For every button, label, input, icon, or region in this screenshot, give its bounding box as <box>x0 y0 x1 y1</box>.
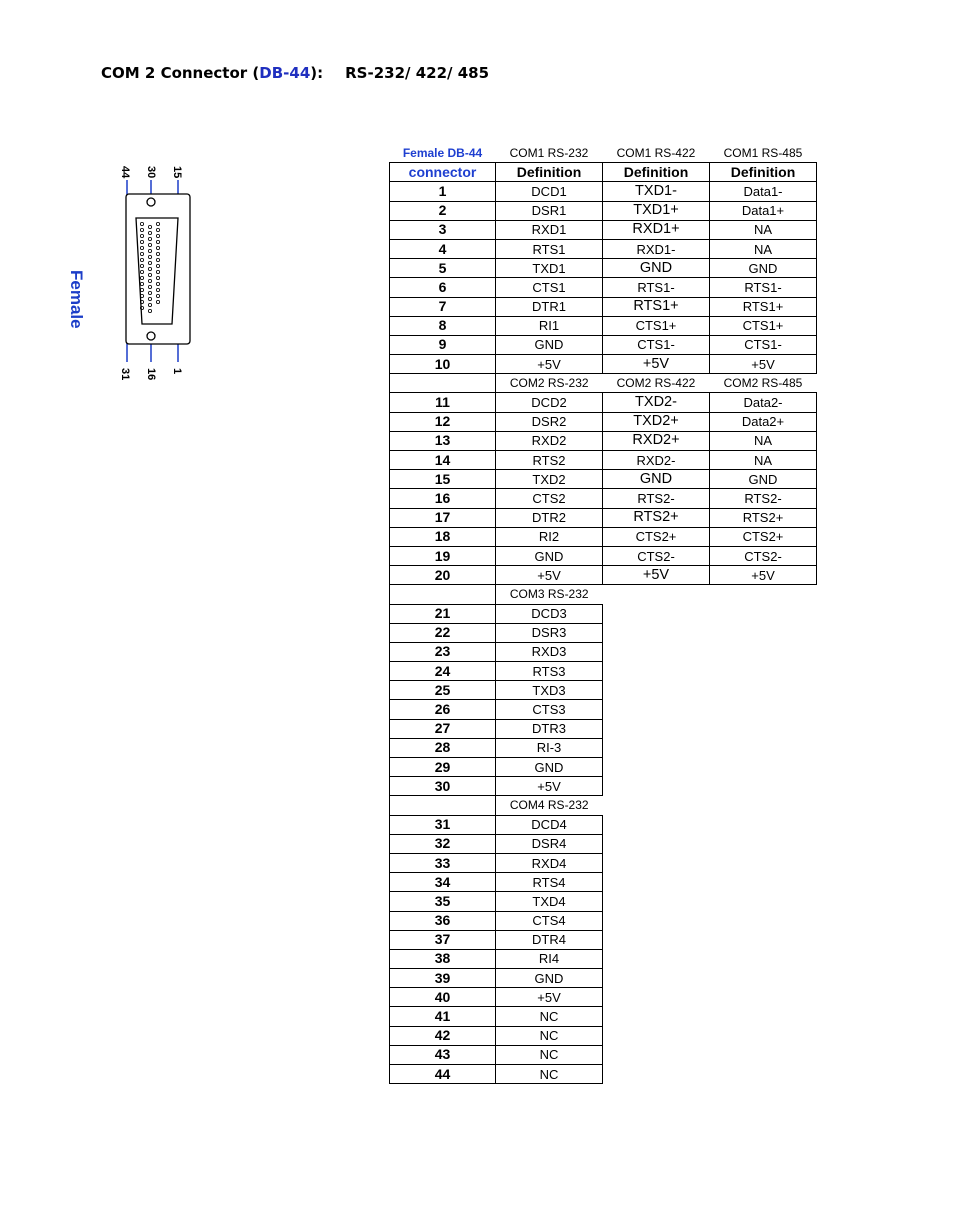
pin-definition: CTS1 <box>496 278 603 297</box>
empty-cell <box>710 719 817 738</box>
pin-number: 4 <box>390 239 496 258</box>
pin-number: 32 <box>390 834 496 853</box>
pin-number: 19 <box>390 546 496 565</box>
empty-cell <box>710 911 817 930</box>
group-header-cell: COM2 RS-422 <box>616 375 696 390</box>
table-row <box>390 297 817 316</box>
table-row <box>390 911 817 930</box>
table-row <box>390 815 817 834</box>
table-row <box>390 201 817 220</box>
pin-definition: +5V <box>496 355 603 374</box>
table-row <box>390 853 817 872</box>
table-row <box>390 527 817 546</box>
empty-cell <box>710 796 817 815</box>
empty-cell <box>710 1045 817 1064</box>
pin-number: 17 <box>390 508 496 527</box>
pin-definition: NA <box>710 220 817 239</box>
pin-number: 16 <box>390 489 496 508</box>
group-blank-cell <box>390 796 496 815</box>
pin-definition: TXD3 <box>496 681 603 700</box>
header-cell: COM1 RS-422 <box>616 145 696 160</box>
table-row <box>390 278 817 297</box>
group-header-cell: COM2 RS-485 <box>723 375 803 390</box>
table-row <box>390 1045 817 1064</box>
db44-link[interactable]: DB-44 <box>259 64 311 82</box>
pin-definition: RTS2- <box>710 489 817 508</box>
table-row <box>390 988 817 1007</box>
pin-definition: RTS1 <box>496 239 603 258</box>
pin-number: 8 <box>390 316 496 335</box>
pin-definition: NA <box>710 239 817 258</box>
subheader-cell: Definition <box>603 163 710 182</box>
pin-definition: CTS2+ <box>710 527 817 546</box>
pin-number: 42 <box>390 1026 496 1045</box>
pin-definition: CTS2+ <box>603 527 710 546</box>
pin-number: 40 <box>390 988 496 1007</box>
empty-cell <box>603 719 710 738</box>
empty-cell <box>603 777 710 796</box>
pin-definition: RXD1 <box>496 220 603 239</box>
pin-definition: RXD2- <box>603 451 710 470</box>
pin-definition: RTS2- <box>603 489 710 508</box>
pin-definition: +5V <box>603 355 710 374</box>
empty-cell <box>710 815 817 834</box>
db44-connector-diagram <box>92 158 202 383</box>
empty-cell <box>603 1065 710 1084</box>
pin-label-30: 30 <box>145 166 157 179</box>
pin-definition: +5V <box>603 566 710 585</box>
group-header-row <box>390 585 817 604</box>
pin-definition: GND <box>496 969 603 988</box>
pin-definition: DCD4 <box>496 815 603 834</box>
pin-number: 6 <box>390 278 496 297</box>
empty-cell <box>603 585 710 604</box>
pin-definition: RI4 <box>496 949 603 968</box>
pin-number: 33 <box>390 853 496 872</box>
table-row <box>390 489 817 508</box>
pin-definition: +5V <box>496 566 603 585</box>
pin-definition: RTS2+ <box>603 508 710 527</box>
pin-definition: RI1 <box>496 316 603 335</box>
empty-cell <box>710 1026 817 1045</box>
table-row <box>390 930 817 949</box>
table-row <box>390 969 817 988</box>
pin-label-1: 1 <box>171 368 183 375</box>
empty-cell <box>710 1007 817 1026</box>
empty-cell <box>603 930 710 949</box>
empty-cell <box>710 700 817 719</box>
pin-definition: CTS1+ <box>603 316 710 335</box>
empty-cell <box>603 892 710 911</box>
pin-definition: DSR3 <box>496 623 603 642</box>
pin-definition: RXD2 <box>496 431 603 450</box>
empty-cell <box>710 758 817 777</box>
table-row <box>390 566 817 585</box>
header-cell: Female DB-44 <box>402 145 483 160</box>
pin-definition: TXD2- <box>603 393 710 412</box>
pin-definition: DTR4 <box>496 930 603 949</box>
pin-number: 25 <box>390 681 496 700</box>
pin-definition: Data2+ <box>710 412 817 431</box>
pin-number: 14 <box>390 451 496 470</box>
pin-definition: TXD2 <box>496 470 603 489</box>
table-row <box>390 700 817 719</box>
pin-number: 34 <box>390 873 496 892</box>
title-prefix: COM 2 Connector ( <box>101 64 260 82</box>
table-row <box>390 470 817 489</box>
empty-cell <box>603 623 710 642</box>
pin-definition: TXD1+ <box>603 201 710 220</box>
pin-definition: NC <box>496 1045 603 1064</box>
empty-cell <box>710 738 817 757</box>
empty-cell <box>710 892 817 911</box>
empty-cell <box>710 681 817 700</box>
pin-number: 30 <box>390 777 496 796</box>
table-row <box>390 431 817 450</box>
pin-definition: GND <box>496 335 603 354</box>
empty-cell <box>603 949 710 968</box>
empty-cell <box>710 873 817 892</box>
pin-definition: DTR1 <box>496 297 603 316</box>
page-title <box>101 64 489 82</box>
pin-number: 28 <box>390 738 496 757</box>
empty-cell <box>710 777 817 796</box>
table-row <box>390 451 817 470</box>
pin-definition: RXD4 <box>496 853 603 872</box>
pin-definition: NC <box>496 1007 603 1026</box>
subheader-cell: Definition <box>710 163 817 182</box>
pin-definition: GND <box>710 470 817 489</box>
pin-definition: DCD1 <box>496 182 603 201</box>
pin-definition: CTS2- <box>603 546 710 565</box>
empty-cell <box>603 853 710 872</box>
empty-cell <box>710 930 817 949</box>
table-row <box>390 758 817 777</box>
pin-definition: RTS2 <box>496 451 603 470</box>
pin-number: 7 <box>390 297 496 316</box>
pin-label-44: 44 <box>119 166 131 179</box>
header-cell: COM1 RS-485 <box>723 145 803 160</box>
pin-number: 29 <box>390 758 496 777</box>
pinout-table <box>389 144 817 1084</box>
table-row <box>390 355 817 374</box>
pin-definition: GND <box>603 470 710 489</box>
pin-definition: CTS4 <box>496 911 603 930</box>
pin-definition: DSR4 <box>496 834 603 853</box>
pin-definition: Data1+ <box>710 201 817 220</box>
pin-definition: RTS1- <box>710 278 817 297</box>
empty-cell <box>603 758 710 777</box>
table-row <box>390 220 817 239</box>
empty-cell <box>710 662 817 681</box>
pin-label-31: 31 <box>119 368 131 381</box>
pin-definition: +5V <box>496 988 603 1007</box>
pin-definition: RI2 <box>496 527 603 546</box>
pin-number: 44 <box>390 1065 496 1084</box>
empty-cell <box>710 834 817 853</box>
pin-number: 15 <box>390 470 496 489</box>
subheader-cell: Definition <box>496 163 603 182</box>
pin-number: 18 <box>390 527 496 546</box>
pin-definition: TXD1 <box>496 259 603 278</box>
pin-number: 9 <box>390 335 496 354</box>
pin-definition: +5V <box>710 566 817 585</box>
pin-number: 27 <box>390 719 496 738</box>
table-row <box>390 604 817 623</box>
group-header-row <box>390 374 817 393</box>
pin-definition: Data1- <box>710 182 817 201</box>
pin-label-15: 15 <box>171 166 183 179</box>
empty-cell <box>710 1065 817 1084</box>
pin-definition: +5V <box>496 777 603 796</box>
table-row <box>390 182 817 201</box>
header-cell: COM1 RS-232 <box>509 145 589 160</box>
pin-definition: RTS1- <box>603 278 710 297</box>
table-row <box>390 316 817 335</box>
table-row <box>390 1065 817 1084</box>
empty-cell <box>603 700 710 719</box>
group-header-row <box>390 796 817 815</box>
empty-cell <box>710 604 817 623</box>
empty-cell <box>603 796 710 815</box>
pin-number: 38 <box>390 949 496 968</box>
table-header-row <box>390 144 817 163</box>
pin-definition: NC <box>496 1026 603 1045</box>
pin-definition: CTS2 <box>496 489 603 508</box>
group-header-cell: COM4 RS-232 <box>509 797 589 812</box>
pin-number: 21 <box>390 604 496 623</box>
pin-number: 3 <box>390 220 496 239</box>
pin-definition: NA <box>710 451 817 470</box>
pin-definition: CTS3 <box>496 700 603 719</box>
table-row <box>390 335 817 354</box>
empty-cell <box>710 969 817 988</box>
pin-definition: RXD2+ <box>603 431 710 450</box>
table-row <box>390 623 817 642</box>
pin-definition: RTS1+ <box>710 297 817 316</box>
table-row <box>390 642 817 661</box>
table-row <box>390 412 817 431</box>
group-header-cell: COM3 RS-232 <box>509 586 589 601</box>
pin-definition: TXD4 <box>496 892 603 911</box>
subheader-cell: connector <box>390 163 496 182</box>
pin-definition: GND <box>496 546 603 565</box>
empty-cell <box>603 1026 710 1045</box>
pin-number: 11 <box>390 393 496 412</box>
title-standards: RS-232/ 422/ 485 <box>345 64 490 82</box>
group-blank-cell <box>390 374 496 393</box>
pin-number: 20 <box>390 566 496 585</box>
empty-cell <box>603 681 710 700</box>
empty-cell <box>603 1045 710 1064</box>
pin-definition: CTS2- <box>710 546 817 565</box>
table-row <box>390 259 817 278</box>
pin-number: 39 <box>390 969 496 988</box>
pin-definition: GND <box>603 259 710 278</box>
empty-cell <box>710 623 817 642</box>
table-row <box>390 873 817 892</box>
pin-definition: RTS2+ <box>710 508 817 527</box>
pin-definition: GND <box>710 259 817 278</box>
pin-number: 35 <box>390 892 496 911</box>
empty-cell <box>710 642 817 661</box>
title-suffix: ): <box>310 64 324 82</box>
empty-cell <box>603 834 710 853</box>
pin-definition: CTS1+ <box>710 316 817 335</box>
pin-definition: RTS4 <box>496 873 603 892</box>
table-row <box>390 949 817 968</box>
pin-number: 31 <box>390 815 496 834</box>
empty-cell <box>603 604 710 623</box>
table-subheader-row <box>390 163 817 182</box>
pin-definition: +5V <box>710 355 817 374</box>
table-row <box>390 393 817 412</box>
empty-cell <box>603 969 710 988</box>
pin-number: 22 <box>390 623 496 642</box>
empty-cell <box>603 662 710 681</box>
pin-number: 37 <box>390 930 496 949</box>
table-row <box>390 662 817 681</box>
pin-definition: RI-3 <box>496 738 603 757</box>
empty-cell <box>603 988 710 1007</box>
table-row <box>390 1026 817 1045</box>
pin-definition: TXD2+ <box>603 412 710 431</box>
pin-definition: RXD1+ <box>603 220 710 239</box>
pin-number: 13 <box>390 431 496 450</box>
pin-definition: TXD1- <box>603 182 710 201</box>
table-row <box>390 892 817 911</box>
empty-cell <box>710 988 817 1007</box>
pin-label-16: 16 <box>145 368 157 381</box>
pin-number: 36 <box>390 911 496 930</box>
pin-number: 12 <box>390 412 496 431</box>
empty-cell <box>710 585 817 604</box>
pin-number: 26 <box>390 700 496 719</box>
pin-definition: RXD3 <box>496 642 603 661</box>
table-row <box>390 719 817 738</box>
pin-definition: DCD2 <box>496 393 603 412</box>
table-row <box>390 777 817 796</box>
empty-cell <box>603 873 710 892</box>
empty-cell <box>603 1007 710 1026</box>
table-row <box>390 681 817 700</box>
table-row <box>390 834 817 853</box>
empty-cell <box>603 642 710 661</box>
pin-number: 10 <box>390 355 496 374</box>
table-row <box>390 508 817 527</box>
female-label: Female <box>67 270 86 329</box>
pin-definition: DSR1 <box>496 201 603 220</box>
pin-definition: CTS1- <box>710 335 817 354</box>
pin-number: 5 <box>390 259 496 278</box>
group-blank-cell <box>390 585 496 604</box>
pin-number: 2 <box>390 201 496 220</box>
empty-cell <box>603 815 710 834</box>
pin-number: 43 <box>390 1045 496 1064</box>
pin-number: 41 <box>390 1007 496 1026</box>
pin-definition: DTR2 <box>496 508 603 527</box>
pin-definition: NA <box>710 431 817 450</box>
table-row <box>390 546 817 565</box>
pin-definition: RTS1+ <box>603 297 710 316</box>
pin-definition: RTS3 <box>496 662 603 681</box>
table-row <box>390 1007 817 1026</box>
pin-number: 23 <box>390 642 496 661</box>
pin-definition: GND <box>496 758 603 777</box>
pin-definition: CTS1- <box>603 335 710 354</box>
pin-definition: Data2- <box>710 393 817 412</box>
empty-cell <box>603 911 710 930</box>
empty-cell <box>710 949 817 968</box>
pin-number: 24 <box>390 662 496 681</box>
pin-definition: DSR2 <box>496 412 603 431</box>
empty-cell <box>603 738 710 757</box>
pin-number: 1 <box>390 182 496 201</box>
table-row <box>390 239 817 258</box>
pin-definition: NC <box>496 1065 603 1084</box>
table-row <box>390 738 817 757</box>
empty-cell <box>710 853 817 872</box>
group-header-cell: COM2 RS-232 <box>509 375 589 390</box>
pin-definition: RXD1- <box>603 239 710 258</box>
pin-definition: DTR3 <box>496 719 603 738</box>
pin-definition: DCD3 <box>496 604 603 623</box>
